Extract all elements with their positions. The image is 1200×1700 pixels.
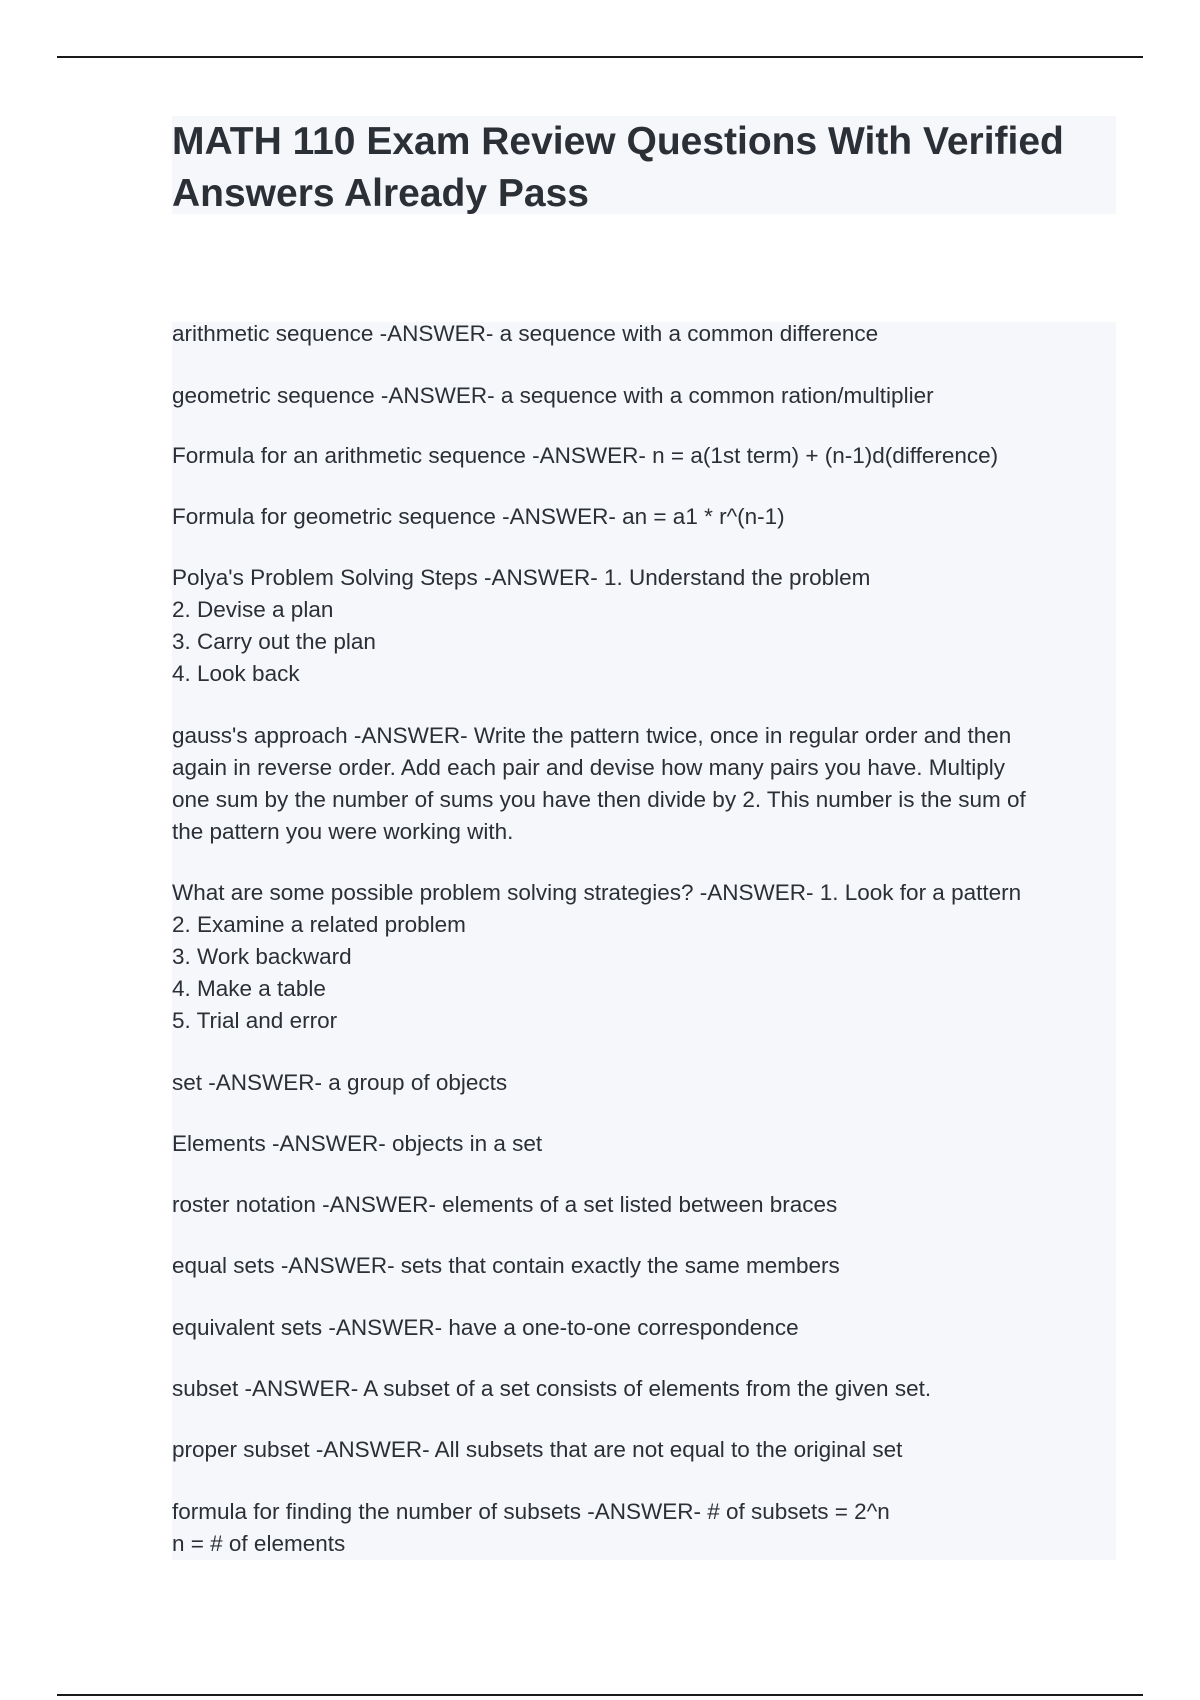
qa-item-problem-solving-strategies: What are some possible problem solving strategies? -ANSWER- 1. Look for a pattern 2. Examine a related problem 3. Work backward 4. Make a table 5. Trial and error — [172, 880, 1022, 1033]
bottom-rule — [57, 1694, 1143, 1696]
qa-item-subset: subset -ANSWER- A subset of a set consists of elements from the given set. — [172, 1376, 932, 1401]
qa-item-set: set -ANSWER- a group of objects — [172, 1070, 508, 1095]
qa-item-geometric-sequence: geometric sequence -ANSWER- a sequence with a common ration/multiplier — [172, 383, 934, 408]
qa-item-equal-sets: equal sets -ANSWER- sets that contain exactly the same members — [172, 1253, 840, 1278]
top-rule — [57, 56, 1143, 58]
title-block — [172, 116, 1116, 214]
qa-list — [172, 322, 1116, 1560]
document-title — [172, 116, 1116, 220]
qa-item-roster-notation: roster notation -ANSWER- elements of a set listed between braces — [172, 1192, 838, 1217]
qa-item-arithmetic-sequence: arithmetic sequence -ANSWER- a sequence with a common difference — [172, 321, 879, 346]
title-line-2: Answers Already Pass — [172, 172, 589, 215]
qa-item-geometric-formula: Formula for geometric sequence -ANSWER- an = a1 * r^(n-1) — [172, 504, 785, 529]
title-line-1: MATH 110 Exam Review Questions With Verified — [172, 120, 1064, 163]
qa-item-proper-subset: proper subset -ANSWER- All subsets that are not equal to the original set — [172, 1437, 903, 1462]
qa-item-gauss-approach: gauss's approach -ANSWER- Write the pattern twice, once in regular order and then again in reverse order. Add each pair and devise how many pairs you have. Multiply one sum by the number of sums you have then divide by 2. This number is the sum of the pattern you were working with. — [172, 723, 1026, 844]
qa-item-polya-steps: Polya's Problem Solving Steps -ANSWER- 1. Understand the problem 2. Devise a plan 3. Carry out the plan 4. Look back — [172, 565, 871, 686]
qa-item-elements: Elements -ANSWER- objects in a set — [172, 1131, 543, 1156]
qa-item-equivalent-sets: equivalent sets -ANSWER- have a one-to-one correspondence — [172, 1315, 799, 1340]
qa-item-arithmetic-formula: Formula for an arithmetic sequence -ANSWER- n = a(1st term) + (n-1)d(difference) — [172, 443, 999, 468]
qa-item-number-of-subsets: formula for finding the number of subsets -ANSWER- # of subsets = 2^n n = # of elements — [172, 1499, 890, 1556]
